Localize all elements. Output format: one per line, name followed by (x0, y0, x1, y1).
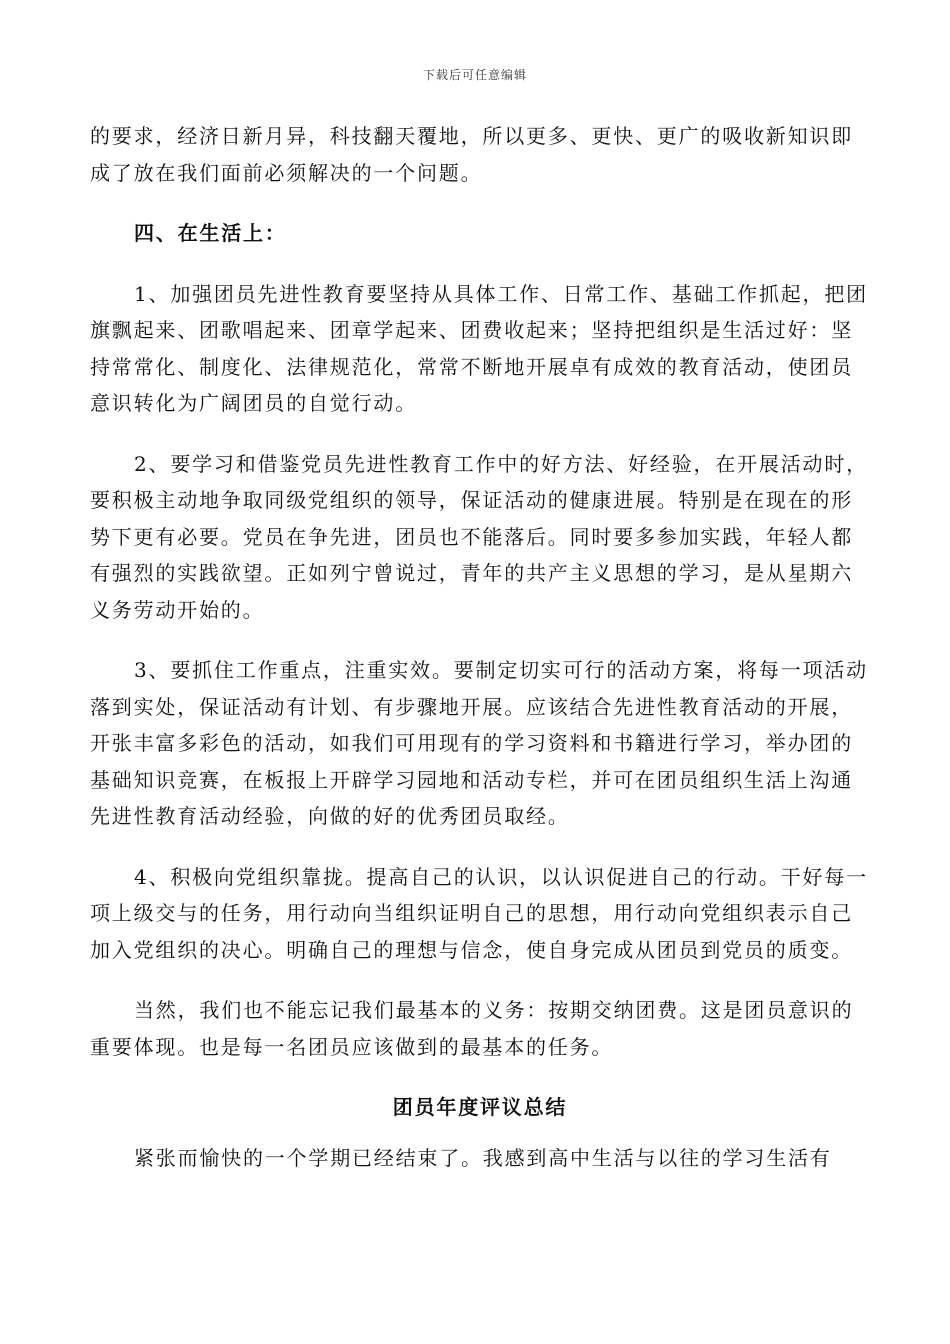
paragraph-intro: 紧张而愉快的一个学期已经结束了。我感到高中生活与以往的学习生活有 (134, 1145, 832, 1170)
section-heading-life: 四、在生活上： (134, 221, 287, 245)
paragraph-item-2: 2、要学习和借鉴党员先进性教育工作中的好方法、好经验，在开展活动时，要积极主动地争取同级党组织的领导，保证活动的健康进展。特别是在现在的形势下更有必要。党员在争先进，团员也不能落后。同时要多参加实践，年轻人都有强烈的实践欲望。正如列宁曾说过，青年的共产主义思想的学习，是从星期六义务劳动开始的。 (90, 451, 868, 622)
paragraph-gap (90, 1126, 870, 1140)
page-header-note: 下载后可任意编辑 (422, 68, 527, 82)
paragraph-gap (90, 191, 870, 215)
paragraph-gap (90, 968, 870, 992)
paragraph-closing: 当然，我们也不能忘记我们最基本的义务：按期交纳团费。这是团员意识的重要体现。也是每一名团员应该做到的最基本的任务。 (90, 998, 854, 1059)
paragraph-gap (90, 835, 870, 859)
paragraph-item-3: 3、要抓住工作重点，注重实效。要制定切实可行的活动方案，将每一项活动落到实处，保证活动有计划、有步骤地开展。应该结合先进性教育活动的开展，开张丰富多彩色的活动，如我们可用现有的学习资料和书籍进行学习，举办团的基础知识竞赛，在板报上开辟学习园地和活动专栏，并可在团员组织生活上沟通先进性教育活动经验，向做的好的优秀团员取经。 (90, 658, 868, 828)
document-title: 团员年度评议总结 (392, 1095, 568, 1119)
paragraph-item-1: 1、加强团员先进性教育要坚持从具体工作、日常工作、基础工作抓起，把团旗飘起来、团歌唱起来、团章学起来、团费收起来；坚持把组织是生活过好：坚持常常化、制度化、法律规范化，常常不断地开展卓有成效的教育活动，使团员意识转化为广阔团员的自觉行动。 (90, 281, 868, 415)
document-body (90, 118, 870, 1176)
paragraph-continuation: 的要求，经济日新月异，科技翻天覆地，所以更多、更快、更广的吸收新知识即成了放在我们面前必须解决的一个问题。 (90, 124, 853, 185)
paragraph-gap (90, 422, 870, 446)
paragraph-gap (90, 1065, 870, 1089)
paragraph-gap (90, 628, 870, 652)
paragraph-item-4: 4、积极向党组织靠拢。提高自己的认识，以认识促进自己的行动。干好每一项上级交与的任务，用行动向当组织证明自己的思想，用行动向党组织表示自己加入党组织的决心。明确自己的理想与信念，使自身完成从团员到党员的质变。 (90, 864, 868, 962)
paragraph-gap (90, 252, 870, 276)
